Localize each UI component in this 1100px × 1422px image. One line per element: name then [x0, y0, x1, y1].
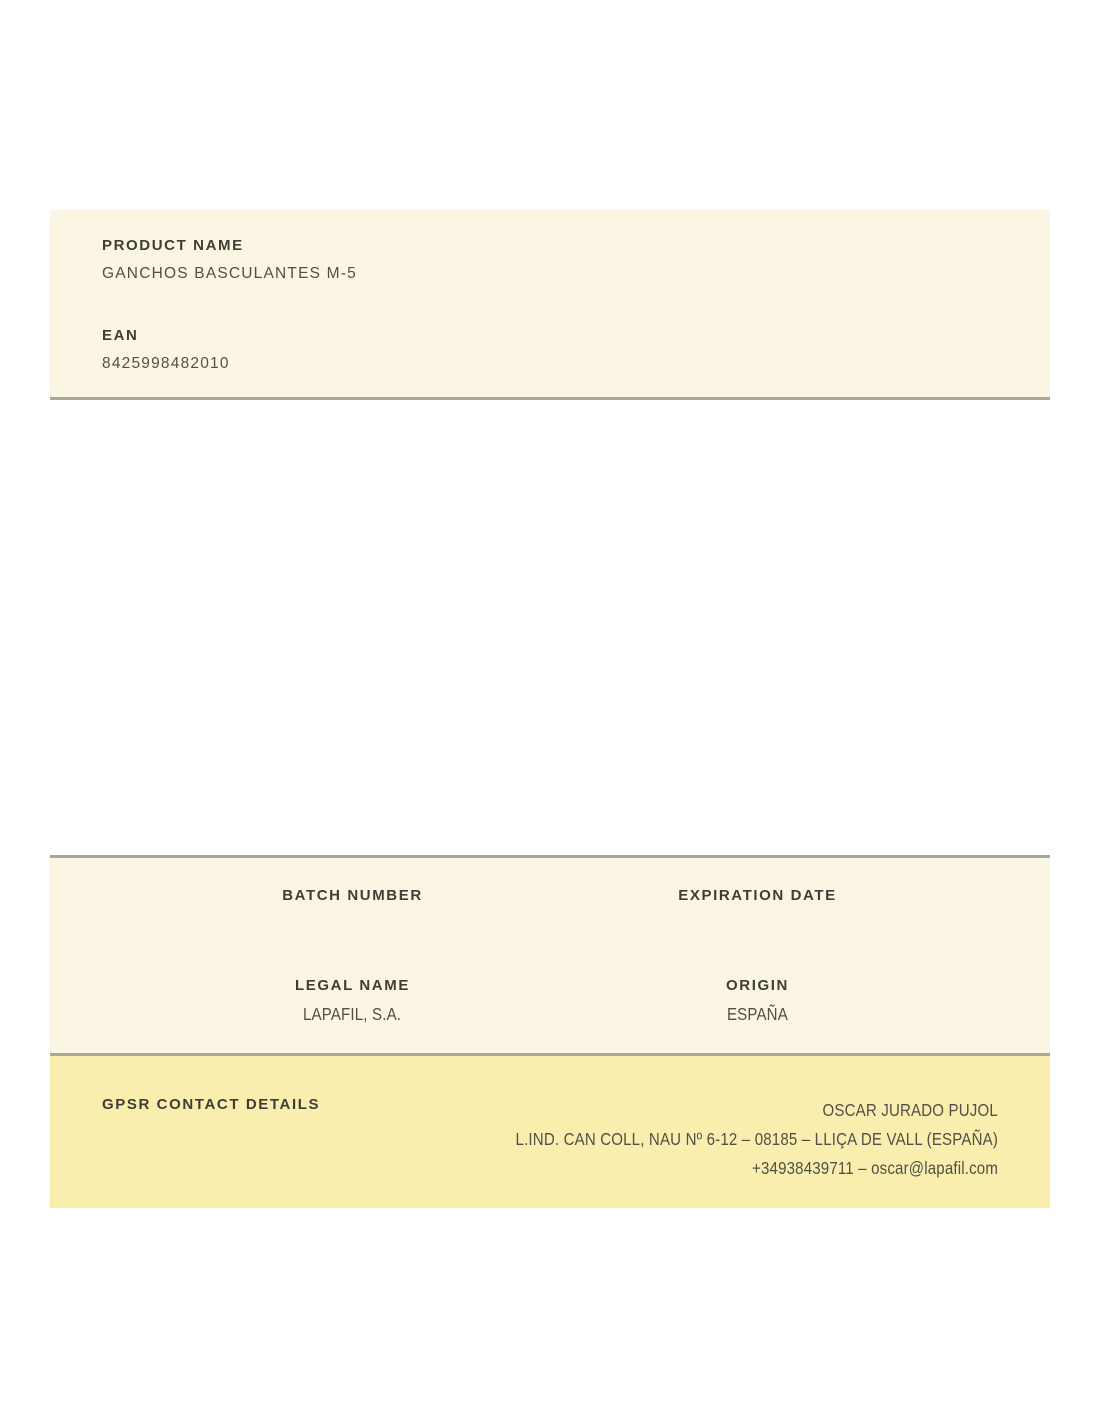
product-name-value: GANCHOS BASCULANTES M-5	[102, 265, 357, 282]
contact-line-phone-email	[437, 1154, 998, 1183]
batch-info-panel	[50, 855, 1050, 1056]
origin-label: ORIGIN	[726, 977, 789, 994]
ean-value: 8425998482010	[102, 355, 230, 372]
product-info-panel	[50, 210, 1050, 400]
origin-cell	[555, 977, 960, 1025]
contact-line-address	[437, 1125, 998, 1154]
legal-name-cell	[150, 977, 555, 1025]
batch-number-label: BATCH NUMBER	[282, 887, 423, 904]
batch-expiration-row	[150, 887, 960, 904]
origin-value: ESPAÑA	[727, 1004, 788, 1024]
gpsr-contact-details	[437, 1096, 998, 1183]
legal-name-value: LAPAFIL, S.A.	[303, 1004, 402, 1024]
contact-address: L.IND. CAN COLL, NAU Nº 6-12 – 08185 – LLIÇA DE VALL (ESPAÑA)	[515, 1129, 998, 1149]
batch-number-cell	[150, 887, 555, 904]
product-name-label: PRODUCT NAME	[102, 237, 244, 254]
gpsr-contact-panel	[50, 1056, 1050, 1208]
ean-field	[102, 327, 998, 373]
contact-line-name	[437, 1096, 998, 1125]
expiration-date-cell	[555, 887, 960, 904]
legal-name-label: LEGAL NAME	[295, 977, 410, 994]
gpsr-contact-label: GPSR CONTACT DETAILS	[102, 1096, 321, 1113]
ean-label: EAN	[102, 327, 139, 344]
product-name-field	[102, 237, 998, 283]
contact-person: OSCAR JURADO PUJOL	[822, 1100, 998, 1120]
expiration-date-label: EXPIRATION DATE	[678, 887, 837, 904]
contact-phone-email: +34938439711 – oscar@lapafil.com	[751, 1158, 998, 1178]
legal-origin-row	[150, 977, 960, 1025]
